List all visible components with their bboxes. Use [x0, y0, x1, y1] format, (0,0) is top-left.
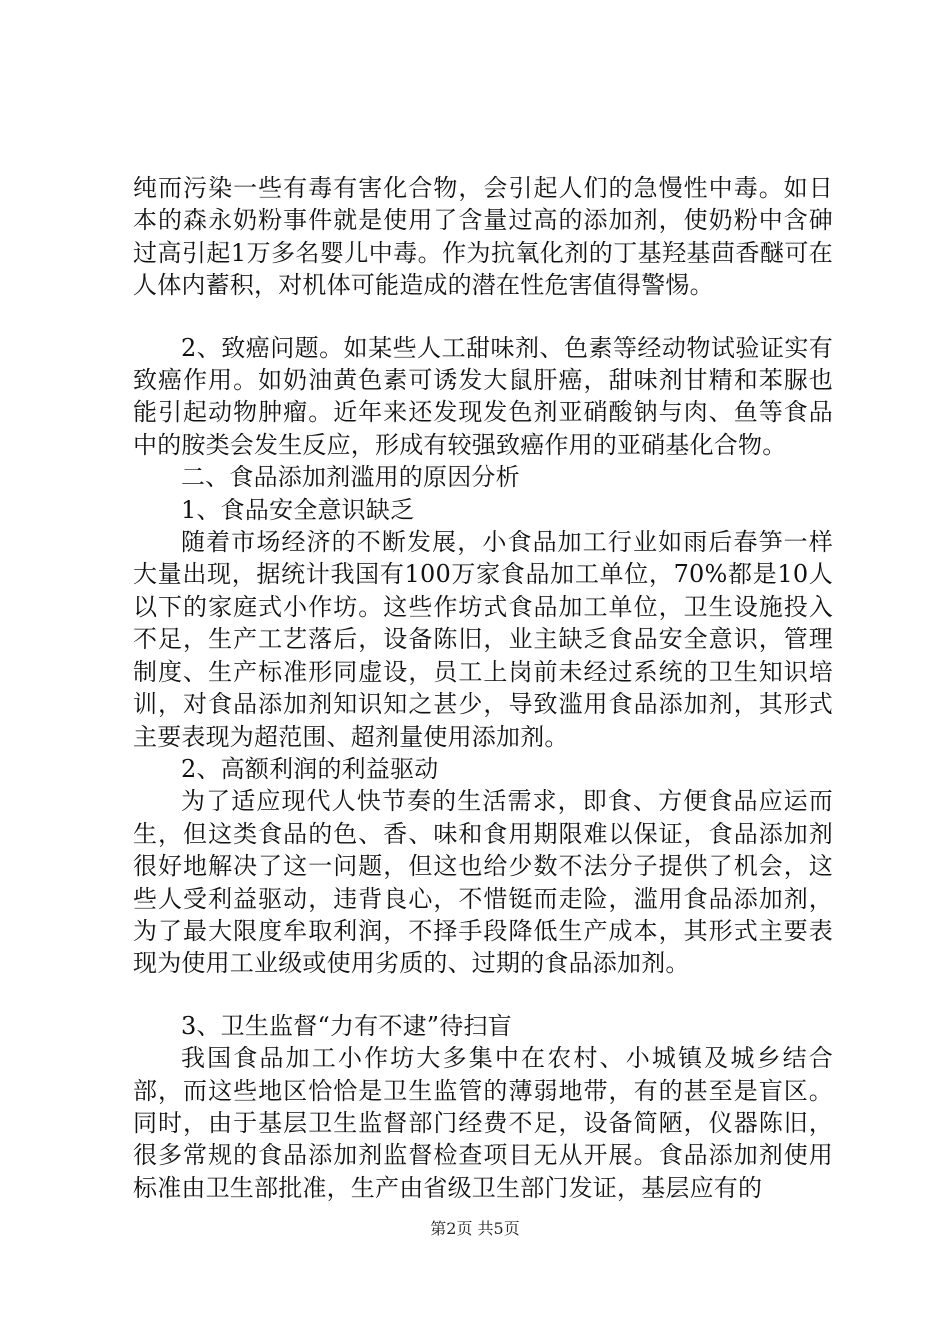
paragraph-profit-drive: 为了适应现代人快节奏的生活需求，即食、方便食品应运而生，但这类食品的色、香、味和食用期限难以保证，食品添加剂很好地解决了这一问题，但这也给少数不法分子提供了机会，这些人受利益驱动，违背良心，不惜铤而走险，滥用食品添加剂，为了最大限度牟取利润，不择手段降低生产成本，其形式主要表现为使用工业级或使用劣质的、过期的食品添加剂。 — [133, 787, 833, 978]
paragraph-carcinogenic: 2、致癌问题。如某些人工甜味剂、色素等经动物试验证实有致癌作用。如奶油黄色素可诱发大鼠肝癌，甜味剂甘精和苯脲也能引起动物肿瘤。近年来还发现发色剂亚硝酸钠与肉、鱼等食品中的胺类会发生反应，形成有较强致癌作用的亚硝基化合物。 — [133, 333, 833, 459]
subheading-safety-awareness: 1、食品安全意识缺乏 — [181, 495, 415, 524]
paragraph-toxicity-continued: 纯而污染一些有毒有害化合物，会引起人们的急慢性中毒。如日本的森永奶粉事件就是使用了含量过高的添加剂，使奶粉中含砷过高引起1万多名婴儿中毒。作为抗氧化剂的丁基羟基茴香醚可在人体内蓄积，对机体可能造成的潜在性危害值得警惕。 — [133, 174, 833, 300]
page-number-footer: 第2页 共5页 — [430, 1219, 520, 1238]
subheading-supervision: 3、卫生监督“力有不逮”待扫盲 — [181, 1011, 512, 1040]
paragraph-supervision: 我国食品加工小作坊大多集中在农村、小城镇及城乡结合部，而这些地区恰恰是卫生监管的薄弱地带，有的甚至是盲区。同时，由于基层卫生监督部门经费不足，设备简陋，仪器陈旧，很多常规的食品添加剂监督检查项目无从开展。食品添加剂使用标准由卫生部批准，生产由省级卫生部门发证，基层应有的 — [133, 1044, 833, 1202]
section-heading-causes: 二、食品添加剂滥用的原因分析 — [181, 463, 520, 492]
subheading-profit-drive: 2、高额利润的利益驱动 — [181, 754, 439, 783]
document-body — [133, 172, 833, 1204]
paragraph-safety-awareness: 随着市场经济的不断发展，小食品加工行业如雨后春笋一样大量出现，据统计我国有100万家食品加工单位，70%都是10人以下的家庭式小作坊。这些作坊式食品加工单位，卫生设施投入不足，生产工艺落后，设备陈旧，业主缺乏食品安全意识，管理制度、生产标准形同虚设，员工上岗前未经过系统的卫生知识培训，对食品添加剂知识知之甚少，导致滥用食品添加剂，其形式主要表现为超范围、超剂量使用添加剂。 — [133, 528, 833, 751]
